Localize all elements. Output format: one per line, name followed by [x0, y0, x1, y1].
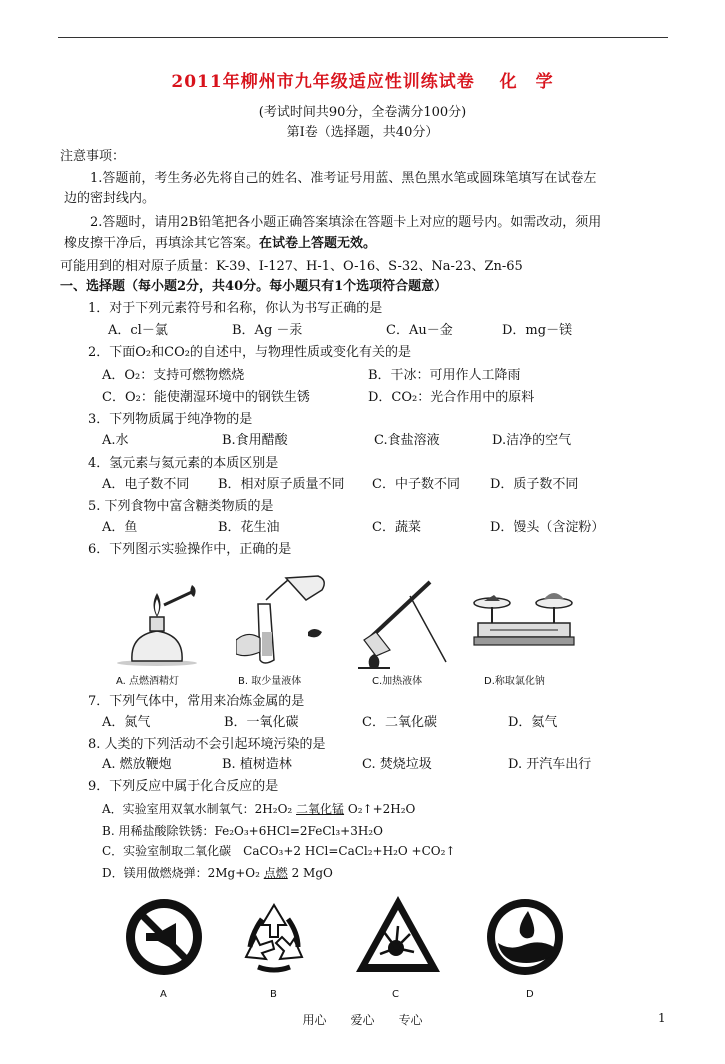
water-saving-sign-icon — [484, 897, 566, 977]
q2-option-a: A．O₂：支持可燃物燃烧 — [102, 368, 245, 383]
note-1-line1: 1.答题前，考生务必先将自己的姓名、准考证号用蓝、黑色黑水笔或圆珠笔填写在试卷左 — [90, 171, 597, 186]
q9-option-a: A．实验室用双氧水制氧气：2H₂O₂ 二氧化锰 O₂↑+2H₂O — [102, 802, 416, 816]
section-1-label: 一、选择题（每小题2分，共40分。每小题只有1个选项符合题意） — [60, 279, 448, 294]
balance-figure — [470, 585, 580, 665]
q8-option-a: A. 燃放鞭炮 — [102, 757, 172, 772]
q4-option-d: D．质子数不同 — [490, 477, 579, 492]
note-2-line2: 橡皮擦干净后，再填涂其它答案。在试卷上答题无效。 — [64, 236, 377, 251]
q3-option-c: C.食盐溶液 — [374, 433, 440, 448]
alcohol-lamp-figure — [112, 575, 202, 667]
q9-d-condition: 点燃 — [263, 866, 288, 880]
liquid-transfer-figure — [236, 570, 336, 670]
note-2-line1: 2.答题时，请用2B铅笔把各小题正确答案填涂在答题卡上对应的题号内。如需改动，须用 — [90, 215, 602, 230]
q9-stem: 9．下列反应中属于化合反应的是 — [88, 779, 279, 794]
q3-option-b: B.食用醋酸 — [222, 433, 288, 448]
figure-c-caption: C.加热液体 — [372, 676, 423, 687]
q2-option-c: C．O₂：能使潮湿环境中的钢铁生锈 — [102, 390, 310, 405]
q1-option-a: A．cl－氯 — [108, 323, 168, 338]
atomic-masses: 可能用到的相对原子质量：K-39、I-127、H-1、O-16、S-32、Na-23、Zn-65 — [60, 259, 523, 274]
q1-option-c: C．Au－金 — [386, 323, 453, 338]
q4-option-b: B．相对原子质量不同 — [218, 477, 345, 492]
exam-subtitle: (考试时间共90分，全卷满分100分) — [258, 105, 467, 120]
header-rule — [58, 37, 668, 38]
q4-option-a: A．电子数不同 — [102, 477, 190, 492]
q8-option-b: B. 植树造林 — [222, 757, 292, 772]
q8-option-d: D. 开汽车出行 — [508, 757, 592, 772]
page-footer: 用心 爱心 专心 — [302, 1013, 423, 1027]
page-number: 1 — [658, 1011, 666, 1025]
q4-stem: 4．氢元素与氦元素的本质区别是 — [88, 456, 279, 471]
q9-option-d: D．镁用做燃烧弹：2Mg+O₂ 点燃 2 MgO — [102, 866, 333, 880]
q2-stem: 2．下面O₂和CO₂的自述中，与物理性质或变化有关的是 — [88, 345, 411, 360]
notes-heading: 注意事项： — [60, 149, 126, 164]
q2-option-d: D．CO₂：光合作用中的原料 — [368, 390, 535, 405]
q5-option-a: A．鱼 — [102, 520, 138, 535]
q7-option-c: C．二氧化碳 — [362, 715, 437, 730]
q5-option-d: D．馒头（含淀粉） — [490, 520, 605, 535]
q5-stem: 5. 下列食物中富含糖类物质的是 — [88, 499, 274, 514]
q3-option-d: D.洁净的空气 — [492, 433, 572, 448]
q9-option-b: B. 用稀盐酸除铁锈：Fe₂O₃+6HCl=2FeCl₃+3H₂O — [102, 824, 383, 838]
note-1-line2: 边的密封线内。 — [64, 191, 156, 206]
q3-stem: 3．下列物质属于纯净物的是 — [88, 412, 253, 427]
figure-a-caption: A. 点燃酒精灯 — [116, 676, 180, 687]
heating-liquid-figure — [350, 578, 450, 670]
q7-option-d: D．氦气 — [508, 715, 558, 730]
q8-stem: 8. 人类的下列活动不会引起环境污染的是 — [88, 737, 326, 752]
sign-d-label: D — [526, 989, 534, 1000]
sign-c-label: C — [392, 989, 399, 1000]
q4-option-c: C．中子数不同 — [372, 477, 460, 492]
q5-option-c: C．蔬菜 — [372, 520, 421, 535]
q8-option-c: C. 焚烧垃圾 — [362, 757, 432, 772]
note-2-bold: 在试卷上答题无效。 — [259, 236, 377, 251]
no-horn-sign-icon — [124, 897, 204, 977]
q5-option-b: B．花生油 — [218, 520, 280, 535]
q7-stem: 7．下列气体中，常用来冶炼金属的是 — [88, 694, 305, 709]
part-label: 第Ⅰ卷（选择题，共40分） — [286, 125, 439, 140]
explosive-warning-icon — [352, 892, 444, 978]
q7-option-a: A．氮气 — [102, 715, 151, 730]
q9-a-condition: 二氧化锰 — [296, 802, 345, 816]
recycle-sign-icon — [232, 897, 316, 977]
q6-stem: 6．下列图示实验操作中，正确的是 — [88, 542, 292, 557]
figure-b-caption: B. 取少量液体 — [238, 676, 302, 687]
q9-option-c: C．实验室制取二氧化碳 CaCO₃+2 HCl=CaCl₂+H₂O +CO₂↑ — [102, 844, 456, 858]
q7-option-b: B．一氧化碳 — [224, 715, 299, 730]
exam-title: 2011年柳州市九年级适应性训练试卷 化 学 — [171, 72, 554, 92]
sign-a-label: A — [160, 989, 167, 1000]
q1-option-d: D．mg－镁 — [502, 323, 573, 338]
q1-option-b: B．Ag －汞 — [232, 323, 303, 338]
q3-option-a: A.水 — [102, 433, 129, 448]
figure-d-caption: D.称取氯化钠 — [484, 676, 545, 687]
q2-option-b: B．干冰：可用作人工降雨 — [368, 368, 521, 383]
q1-stem: 1．对于下列元素符号和名称，你认为书写正确的是 — [88, 301, 383, 316]
sign-b-label: B — [270, 989, 277, 1000]
